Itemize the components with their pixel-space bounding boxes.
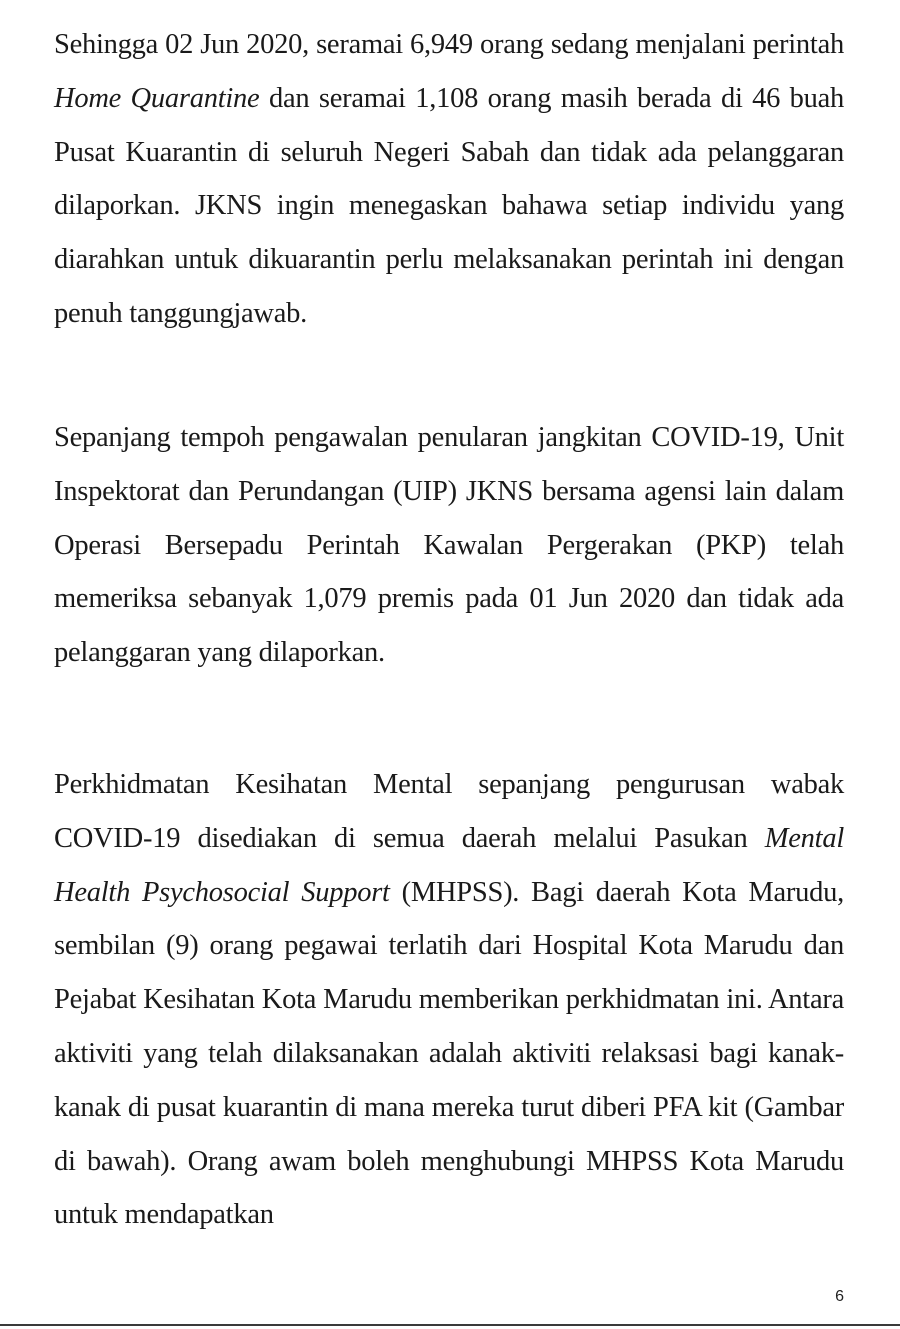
- paragraph-mental-health: [54, 758, 844, 1242]
- paragraph-text: (MHPSS). Bagi daerah Kota Marudu, sembilan (9) orang pegawai terlatih dari Hospital Kota Marudu dan Pejabat Kesihatan Kota Marudu memberikan perkhidmatan ini. Antara aktiviti yang telah dilaksanakan adalah aktiviti relaksasi bagi kanak-kanak di pusat kuarantin di mana mereka turut diberi PFA kit (Gambar di bawah). Orang awam boleh menghubungi MHPSS Kota Marudu untuk mendapatkan: [54, 876, 844, 1231]
- paragraph-home-quarantine: [54, 18, 844, 341]
- emphasis-text: Mental Health Psychosocial Support: [54, 822, 844, 908]
- page-bottom-border: [0, 1324, 900, 1326]
- emphasis-text: Home Quarantine: [54, 82, 260, 114]
- paragraph-text: Sehingga 02 Jun 2020, seramai 6,949 orang sedang menjalani perintah: [54, 29, 844, 60]
- paragraph-text: Sepanjang tempoh pengawalan penularan jangkitan COVID-19, Unit Inspektorat dan Perundangan (UIP) JKNS bersama agensi lain dalam Operasi Bersepadu Perintah Kawalan Pergerakan (PKP) telah memeriksa sebanyak 1,079 premis pada 01 Jun 2020 dan tidak ada pelanggaran yang dilaporkan.: [54, 422, 844, 669]
- paragraph-text: Perkhidmatan Kesihatan Mental sepanjang pengurusan wabak COVID-19 disediakan di semua daerah melalui Pasukan: [54, 769, 844, 854]
- paragraph-inspection: [54, 411, 844, 680]
- paragraph-text: dan seramai 1,108 orang masih berada di 46 buah Pusat Kuarantin di seluruh Negeri Sabah dan tidak ada pelanggaran dilaporkan. JKNS ingin menegaskan bahawa setiap individu yang diarahkan untuk dikuarantin perlu melaksanakan perintah ini dengan penuh tanggungjawab.: [54, 82, 844, 329]
- page-number: 6: [835, 1288, 844, 1305]
